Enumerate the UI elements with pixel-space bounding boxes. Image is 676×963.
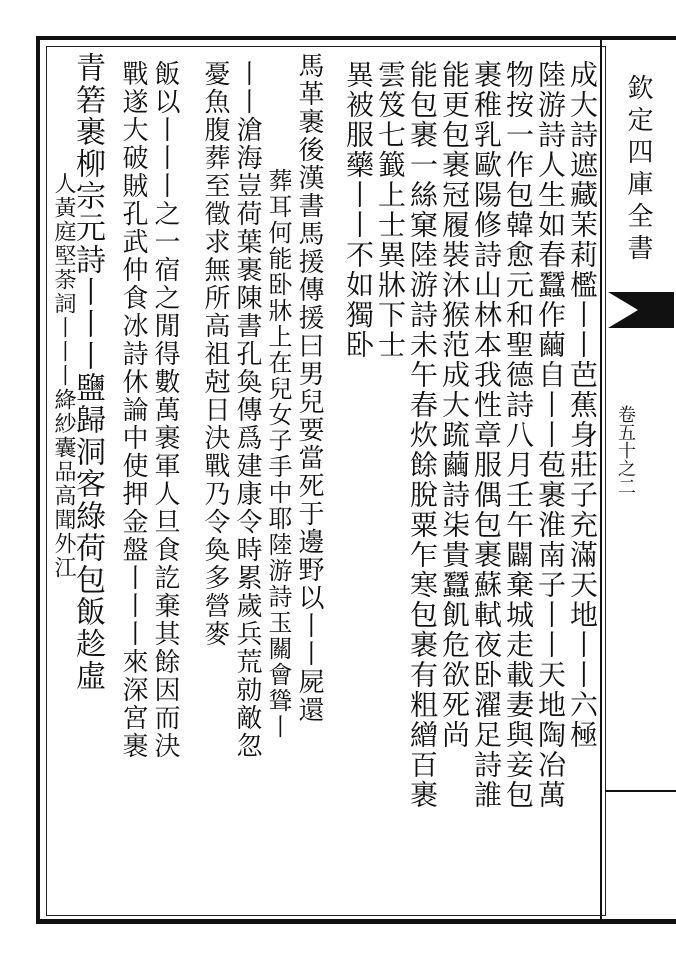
text-column: 人黃庭堅荼詞丨丨丨絳紗囊品高聞外江 bbox=[51, 172, 76, 580]
text-column: 成大詩遮藏茉莉檻丨丨芭蕉身莊子充滿天地丨丨六極 bbox=[566, 60, 599, 750]
text-column: 裹稚乳歐陽修詩山林本我性章服偶包裹蘇軾夜卧濯足詩誰 bbox=[470, 60, 503, 810]
text-column: 陸游詩人生如春蠶作繭自丨丨苞裹淮南子丨丨天地陶冶萬 bbox=[534, 60, 567, 810]
book-title: 欽定四庫全書 bbox=[623, 74, 653, 266]
text-column: 葬耳何能卧牀上在兒女子手中耶陸游詩玉關會聳丨 bbox=[264, 168, 292, 740]
text-column: 飯以丨丨丨之一宿之閒得數萬裹軍人旦食訖棄其餘因而決 bbox=[150, 60, 180, 760]
fishtail-mark-icon bbox=[608, 292, 674, 328]
text-column: 能包裹一絲窠陸游詩未午春炊餘脫粟乍寒包裹有粗繒百裹 bbox=[406, 60, 439, 810]
text-column: 憂魚腹葬至徵求無所高祖尅日決戰乃令奐多營麥 bbox=[200, 60, 230, 648]
margin-rule bbox=[605, 790, 676, 792]
text-column: 物按一作包韓愈元和聖德詩八月壬午闢棄城走載妻與妾包 bbox=[502, 60, 535, 810]
text-column: 丨丨滄海豈荷葉裹陳書孔奐傳爲建康令時累歲兵荒勍敵忽 bbox=[232, 60, 262, 760]
text-column: 馬革裹後漢書馬援傳援曰男兒要當死于邊野以丨丨屍還 bbox=[294, 52, 324, 724]
text-column: 戰遂大破賊孔武仲食冰詩休論中使押金盤丨丨丨來深宮裹 bbox=[118, 60, 148, 760]
text-column: 異被服藥丨丨不如獨卧 bbox=[342, 60, 375, 360]
volume-label: 卷五十之二 bbox=[615, 405, 636, 495]
text-column: 能更包裹冠履裝沐猴范成大䟽繭詩㭍貴蠶飢危欲死尚 bbox=[438, 60, 471, 750]
text-column: 青箬裹柳宗元詩丨丨丨鹽歸洞客綠荷包飯趁虛 bbox=[70, 52, 105, 692]
text-column: 雲笈七籖上士異牀下士 bbox=[374, 60, 407, 360]
